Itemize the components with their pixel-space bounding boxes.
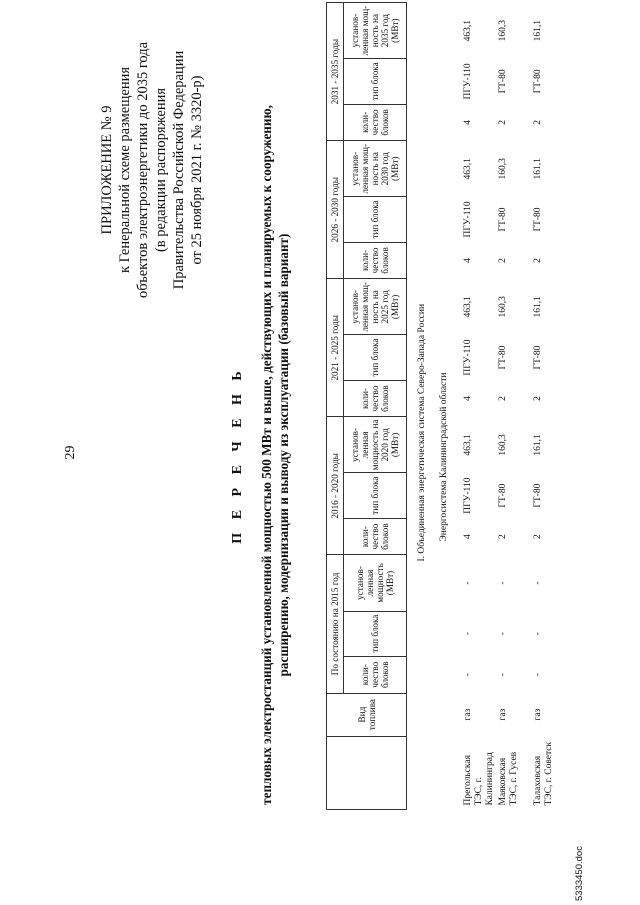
- table-cell: 463,1: [463, 19, 473, 42]
- section-title: I. Объединенная энергетическая система Северо-Запада России: [417, 303, 427, 562]
- type-header: тип блока: [344, 611, 407, 656]
- capacity-header: установ-ленная мощ-ность на 2025 год (МВт): [344, 279, 407, 335]
- table-cell: ПГУ-110: [463, 477, 473, 514]
- type-header: тип блока: [344, 59, 407, 104]
- table-cell: -: [498, 632, 508, 636]
- table-cell: ГТ-80: [533, 345, 543, 370]
- table-cell: -: [463, 673, 473, 677]
- table-cell: 2: [533, 258, 543, 263]
- table-cell: 4: [463, 534, 473, 539]
- table-cell: 161,1: [533, 158, 543, 180]
- appendix-block: [98, 5, 206, 335]
- plant-name: Прегольская ТЭС, г. Калининград: [463, 752, 495, 806]
- table-cell: ГТ-80: [498, 69, 508, 94]
- table-cell: -: [533, 632, 543, 636]
- table-cell: 4: [463, 258, 473, 263]
- table-cell: 160,3: [498, 158, 508, 180]
- capacity-header: установ-ленная мощность на 2020 год (МВт): [344, 417, 407, 473]
- type-header: тип блока: [344, 473, 407, 518]
- table-cell: 463,1: [463, 296, 473, 318]
- table-cell: ПГУ-110: [463, 201, 473, 238]
- table-cell: ГТ-80: [533, 483, 543, 508]
- table-cell: 160,3: [498, 434, 508, 456]
- fuel-header: Вид топлива: [327, 693, 407, 736]
- table-cell: ГТ-80: [533, 207, 543, 232]
- document-id: 5333450.doc: [574, 846, 585, 901]
- page-number: 29: [63, 445, 78, 460]
- count-header: коли-чество блоков: [344, 656, 407, 693]
- power-plants-table: [326, 2, 566, 810]
- capacity-header: установ-ленная мощность (МВт): [344, 555, 407, 611]
- appendix-line: Правительства Российской Федерации: [171, 50, 187, 290]
- appendix-line: от 25 ноября 2021 г. № 3320-р): [189, 75, 205, 265]
- table-cell: ГТ-80: [498, 483, 508, 508]
- period-header: 2016 - 2020 годы: [327, 417, 344, 555]
- table-row: [531, 3, 566, 810]
- table-cell: 4: [463, 120, 473, 125]
- table-cell: ПГУ-110: [463, 63, 473, 100]
- table-cell: 4: [463, 396, 473, 401]
- table-cell: -: [463, 632, 473, 636]
- capacity-header: установ-ленная мощ-ность на 2035 год (МВт): [344, 3, 407, 59]
- table-cell: ГТ-80: [498, 345, 508, 370]
- table-cell: 463,1: [463, 434, 473, 456]
- table-cell: ПГУ-110: [463, 339, 473, 376]
- fuel-cell: газ: [463, 708, 473, 721]
- appendix-line: ПРИЛОЖЕНИЕ № 9: [99, 105, 115, 235]
- period-header: 2026 - 2030 годы: [327, 141, 344, 279]
- table-cell: 463,1: [463, 158, 473, 180]
- table-cell: 2: [533, 396, 543, 401]
- table-cell: 2: [498, 120, 508, 125]
- type-header: тип блока: [344, 197, 407, 242]
- title-line: расширению, модернизации и выводу из эксплуатации (базовый вариант): [276, 233, 291, 677]
- table-cell: 161,1: [533, 296, 543, 318]
- appendix-line: к Генеральной схеме размещения: [117, 66, 133, 274]
- table-row: [496, 3, 531, 810]
- table-cell: ГТ-80: [498, 207, 508, 232]
- plant-name: Маяковская ТЭС, г. Гусев: [498, 751, 519, 806]
- period-header: 2021 - 2025 годы: [327, 279, 344, 417]
- title-heading: П Е Р Е Ч Е Н Ь: [230, 366, 245, 544]
- table-cell: 2: [498, 396, 508, 401]
- table-cell: -: [498, 673, 508, 677]
- table-cell: ГТ-80: [533, 69, 543, 94]
- fuel-cell: газ: [498, 708, 508, 721]
- table-cell: -: [533, 673, 543, 677]
- title-line: тепловых электростанций установленной мощностью 500 МВт и выше, действующих и планируемых к сооружению,: [259, 105, 274, 805]
- table-cell: 161,1: [533, 434, 543, 456]
- table-cell: -: [533, 581, 543, 585]
- fuel-cell: газ: [533, 708, 543, 721]
- name-header-empty: [327, 736, 407, 809]
- subsection-title: Энергосистема Калининградской области: [439, 372, 449, 542]
- type-header: тип блока: [344, 335, 407, 380]
- period-header: По состоянию на 2015 год: [327, 555, 344, 693]
- document-title: [230, 65, 292, 845]
- table-row: [461, 3, 496, 810]
- count-header: коли-чество блоков: [344, 104, 407, 141]
- table-cell: -: [498, 581, 508, 585]
- count-header: коли-чество блоков: [344, 380, 407, 417]
- appendix-line: объектов электроэнергетики до 2035 года: [135, 41, 151, 299]
- appendix-line: (в редакции распоряжения: [153, 87, 169, 253]
- table-cell: 2: [498, 534, 508, 539]
- table-cell: 2: [533, 120, 543, 125]
- table-cell: 2: [498, 258, 508, 263]
- period-header: 2031 - 2035 годы: [327, 3, 344, 141]
- table-cell: 2: [533, 534, 543, 539]
- count-header: коли-чество блоков: [344, 518, 407, 555]
- capacity-header: установ-ленная мощ-ность на 2030 год (МВт): [344, 141, 407, 197]
- table-cell: 160,3: [498, 296, 508, 318]
- table-cell: -: [463, 581, 473, 585]
- count-header: коли-чество блоков: [344, 242, 407, 279]
- table-cell: 161,1: [533, 19, 543, 42]
- plant-name: Талаховская ТЭС, г. Советск: [533, 741, 554, 806]
- table-cell: 160,3: [498, 19, 508, 42]
